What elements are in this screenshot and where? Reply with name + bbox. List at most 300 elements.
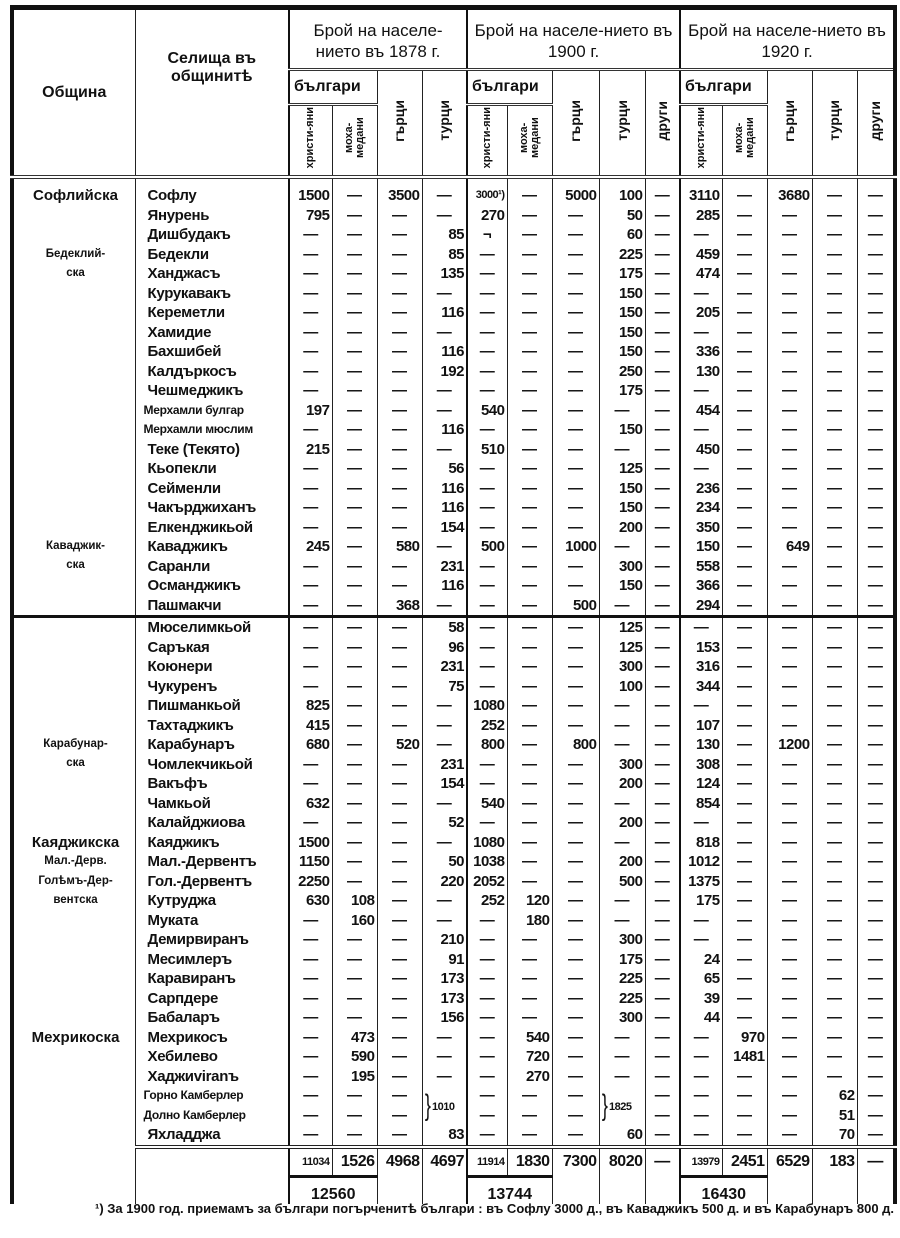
cell-christians-1920: 344	[680, 677, 722, 697]
cell-muslims-1900: —	[507, 440, 552, 460]
cell-christians-1900: —	[467, 264, 507, 284]
spacer-cell	[422, 177, 467, 186]
cell-christians-1878: —	[289, 657, 332, 677]
cell-christians-1900: —	[467, 1047, 507, 1067]
cell-christians-1920: 150	[680, 537, 722, 557]
cell-muslims-1920: —	[722, 362, 767, 382]
cell-christians-1920: 24	[680, 950, 722, 970]
cell-turks-1878: 56	[422, 459, 467, 479]
cell-turks-1900: 225	[599, 969, 645, 989]
cell-christians-1900: —	[467, 323, 507, 343]
cell-muslims-1920: —	[722, 774, 767, 794]
cell-christians-1878: —	[289, 342, 332, 362]
commune-cell	[12, 1086, 135, 1106]
header-christians-1878: христи-яни	[289, 105, 332, 178]
village-name: Ханджасъ	[135, 264, 289, 284]
commune-cell	[12, 596, 135, 617]
cell-greeks-1900: —	[552, 617, 599, 638]
cell-turks-1900: —	[599, 596, 645, 617]
cell-turks-1900: 200	[599, 774, 645, 794]
cell-christians-1878: —	[289, 557, 332, 577]
cell-greeks-1878: —	[377, 969, 422, 989]
table-row	[12, 891, 895, 911]
cell-others-1920: —	[857, 186, 895, 206]
cell-muslims-1878: —	[332, 381, 377, 401]
cell-turks-1920: —	[812, 891, 857, 911]
cell-muslims-1900: —	[507, 596, 552, 617]
cell-greeks-1878: 580	[377, 537, 422, 557]
cell-turks-1900: 150	[599, 342, 645, 362]
cell-greeks-1920: —	[767, 677, 812, 697]
cell-christians-1878: —	[289, 1028, 332, 1048]
village-name: Саръкая	[135, 638, 289, 658]
cell-others-1920: —	[857, 1086, 895, 1106]
cell-christians-1920: 285	[680, 206, 722, 226]
cell-muslims-1878: —	[332, 1106, 377, 1126]
cell-greeks-1878: —	[377, 677, 422, 697]
cell-others-1920: —	[857, 420, 895, 440]
cell-muslims-1920: —	[722, 498, 767, 518]
spacer-cell	[332, 177, 377, 186]
village-name: Бедекли	[135, 245, 289, 265]
cell-greeks-1920: —	[767, 1047, 812, 1067]
cell-greeks-1900: —	[552, 440, 599, 460]
cell-greeks-1900: —	[552, 342, 599, 362]
cell-turks-1920: —	[812, 735, 857, 755]
cell-christians-1878: —	[289, 911, 332, 931]
cell-muslims-1900: —	[507, 638, 552, 658]
cell-muslims-1878: —	[332, 284, 377, 304]
cell-turks-1920: —	[812, 930, 857, 950]
cell-greeks-1900: —	[552, 950, 599, 970]
cell-turks-1920: —	[812, 969, 857, 989]
cell-turks-1920: —	[812, 1047, 857, 1067]
village-name: Мерхамли булгар	[135, 401, 289, 421]
cell-christians-1878: —	[289, 518, 332, 538]
cell-christians-1878: —	[289, 969, 332, 989]
cell-greeks-1920: —	[767, 617, 812, 638]
table-row	[12, 774, 895, 794]
cell-muslims-1900: —	[507, 284, 552, 304]
cell-muslims-1878: —	[332, 303, 377, 323]
cell-muslims-1878: —	[332, 1125, 377, 1147]
cell-christians-1920: 1375	[680, 872, 722, 892]
cell-greeks-1900: 5000	[552, 186, 599, 206]
cell-christians-1900: —	[467, 638, 507, 658]
cell-muslims-1878: —	[332, 440, 377, 460]
cell-christians-1900: —	[467, 479, 507, 499]
village-name: Яхладджа	[135, 1125, 289, 1147]
cell-greeks-1920: —	[767, 381, 812, 401]
cell-christians-1920: —	[680, 911, 722, 931]
cell-muslims-1878: —	[332, 362, 377, 382]
cell-muslims-1900: —	[507, 774, 552, 794]
table-row	[12, 479, 895, 499]
cell-others-1900: —	[645, 657, 680, 677]
cell-muslims-1920: —	[722, 833, 767, 853]
cell-muslims-1878: —	[332, 755, 377, 775]
cell-greeks-1920: —	[767, 576, 812, 596]
cell-muslims-1900: —	[507, 617, 552, 638]
cell-others-1900: —	[645, 479, 680, 499]
cell-turks-1900: 150	[599, 576, 645, 596]
cell-muslims-1900: —	[507, 362, 552, 382]
cell-christians-1878: —	[289, 617, 332, 638]
cell-others-1900: —	[645, 774, 680, 794]
commune-cell	[12, 245, 135, 279]
header-bulgarians-1878: българи	[289, 70, 377, 105]
header-turks-1920: турци	[812, 70, 857, 178]
cell-christians-1878: —	[289, 284, 332, 304]
cell-turks-1900: 150	[599, 284, 645, 304]
cell-muslims-1920: —	[722, 245, 767, 265]
cell-christians-1878: —	[289, 989, 332, 1009]
cell-turks-1878: 231	[422, 755, 467, 775]
cell-christians-1878: —	[289, 245, 332, 265]
cell-turks-1878: —	[422, 323, 467, 343]
cell-greeks-1900: —	[552, 774, 599, 794]
cell-muslims-1920: —	[722, 1125, 767, 1147]
table-row	[12, 1047, 895, 1067]
cell-turks-1878: 231	[422, 657, 467, 677]
village-name: Каяджикъ	[135, 833, 289, 853]
cell-greeks-1878: —	[377, 1125, 422, 1147]
cell-others-1920: —	[857, 479, 895, 499]
header-others-1920: други	[857, 70, 895, 178]
cell-christians-1878: —	[289, 1086, 332, 1106]
cell-muslims-1920: —	[722, 657, 767, 677]
cell-christians-1900: 1080	[467, 833, 507, 853]
cell-muslims-1900: —	[507, 1106, 552, 1126]
cell-greeks-1900: —	[552, 264, 599, 284]
cell-greeks-1900: —	[552, 833, 599, 853]
table-row	[12, 1028, 895, 1048]
header-commune: Община	[12, 8, 135, 178]
cell-greeks-1920: —	[767, 225, 812, 245]
cell-muslims-1920: —	[722, 794, 767, 814]
cell-greeks-1900: —	[552, 930, 599, 950]
commune-cell	[12, 1028, 135, 1048]
cell-turks-1900: 175	[599, 381, 645, 401]
cell-others-1920: —	[857, 989, 895, 1009]
cell-greeks-1900: —	[552, 420, 599, 440]
cell-muslims-1900: —	[507, 479, 552, 499]
cell-muslims-1900: —	[507, 657, 552, 677]
table-row	[12, 735, 895, 755]
cell-greeks-1920: —	[767, 696, 812, 716]
cell-others-1900: —	[645, 1028, 680, 1048]
table-row	[12, 206, 895, 226]
cell-turks-1900: 125	[599, 638, 645, 658]
village-name: Саранли	[135, 557, 289, 577]
cell-others-1920: —	[857, 638, 895, 658]
commune-cell	[12, 381, 135, 401]
cell-turks-1920: —	[812, 537, 857, 557]
cell-turks-1900: 60	[599, 1125, 645, 1147]
cell-greeks-1900: —	[552, 813, 599, 833]
commune-cell	[12, 969, 135, 989]
cell-muslims-1920: —	[722, 969, 767, 989]
cell-greeks-1900: —	[552, 969, 599, 989]
cell-turks-1878: —	[422, 1047, 467, 1067]
cell-christians-1920: —	[680, 284, 722, 304]
cell-greeks-1878: —	[377, 989, 422, 1009]
cell-turks-1878: 154	[422, 774, 467, 794]
cell-others-1920: —	[857, 401, 895, 421]
commune-cell	[12, 459, 135, 479]
cell-greeks-1878: —	[377, 264, 422, 284]
cell-christians-1900: 500	[467, 537, 507, 557]
cell-christians-1900: 510	[467, 440, 507, 460]
cell-turks-1900: 300	[599, 1008, 645, 1028]
cell-christians-1900: —	[467, 813, 507, 833]
cell-turks-1878: 116	[422, 342, 467, 362]
cell-turks-1900: —	[599, 1047, 645, 1067]
village-name: Софлу	[135, 186, 289, 206]
cell-muslims-1900: —	[507, 969, 552, 989]
cell-greeks-1920: —	[767, 420, 812, 440]
bulgarian-subtotal: 16430	[680, 1176, 767, 1204]
village-name: Теке (Текято)	[135, 440, 289, 460]
cell-greeks-1920: —	[767, 264, 812, 284]
commune-name: Голѣмъ-Дер- вентска	[38, 874, 113, 906]
cell-muslims-1900: —	[507, 735, 552, 755]
cell-muslims-1920: 1481	[722, 1047, 767, 1067]
cell-christians-1920: 558	[680, 557, 722, 577]
cell-muslims-1878: 195	[332, 1067, 377, 1087]
cell-muslims-1900: —	[507, 206, 552, 226]
cell-greeks-1900: —	[552, 1106, 599, 1126]
cell-turks-1920: —	[812, 1067, 857, 1087]
cell-others-1900: —	[645, 794, 680, 814]
cell-christians-1878: 245	[289, 537, 332, 557]
cell-greeks-1878: —	[377, 1028, 422, 1048]
cell-greeks-1900: —	[552, 303, 599, 323]
cell-greeks-1900: —	[552, 677, 599, 697]
cell-muslims-1878: —	[332, 735, 377, 755]
cell-greeks-1878: —	[377, 420, 422, 440]
commune-cell	[12, 833, 135, 853]
header-muslims-1920: моха-медани	[722, 105, 767, 178]
cell-greeks-1900: 500	[552, 596, 599, 617]
cell-others-1900: —	[645, 284, 680, 304]
cell-greeks-1878: —	[377, 479, 422, 499]
cell-muslims-1878: 108	[332, 891, 377, 911]
cell-greeks-1900: —	[552, 1028, 599, 1048]
cell-turks-1878: 83	[422, 1125, 467, 1147]
cell-muslims-1920: —	[722, 440, 767, 460]
table-row	[12, 537, 895, 557]
cell-greeks-1920: —	[767, 833, 812, 853]
cell-turks-1920: —	[812, 479, 857, 499]
cell-turks-1900: 200	[599, 518, 645, 538]
cell-greeks-1920: —	[767, 1106, 812, 1126]
cell-greeks-1900: —	[552, 362, 599, 382]
cell-turks-1878: —	[422, 735, 467, 755]
cell-greeks-1900: —	[552, 638, 599, 658]
commune-cell	[12, 498, 135, 518]
cell-turks-1900: 225	[599, 245, 645, 265]
cell-greeks-1878: —	[377, 557, 422, 577]
cell-christians-1900: —	[467, 576, 507, 596]
table-row	[12, 794, 895, 814]
cell-greeks-1920: —	[767, 813, 812, 833]
cell-greeks-1878: —	[377, 1008, 422, 1028]
commune-cell	[12, 617, 135, 638]
cell-greeks-1920: —	[767, 1028, 812, 1048]
cell-turks-1900: 100	[599, 677, 645, 697]
cell-others-1920: —	[857, 264, 895, 284]
cell-christians-1900: —	[467, 518, 507, 538]
cell-christians-1900: —	[467, 774, 507, 794]
cell-christians-1878: —	[289, 1047, 332, 1067]
cell-greeks-1920: —	[767, 401, 812, 421]
cell-others-1920: —	[857, 245, 895, 265]
table-row	[12, 1125, 895, 1147]
cell-turks-1900: 150	[599, 498, 645, 518]
cell-christians-1878: —	[289, 381, 332, 401]
cell-christians-1878: 2250	[289, 872, 332, 892]
cell-christians-1878: 1150	[289, 852, 332, 872]
cell-greeks-1900: —	[552, 459, 599, 479]
cell-christians-1900: —	[467, 930, 507, 950]
spacer-cell	[12, 177, 135, 186]
cell-muslims-1920: —	[722, 677, 767, 697]
cell-christians-1900: —	[467, 459, 507, 479]
cell-turks-1900: —	[599, 1067, 645, 1087]
cell-greeks-1920: —	[767, 557, 812, 577]
cell-turks-1878: 154	[422, 518, 467, 538]
total-muslims-1878: 1526	[332, 1147, 377, 1177]
cell-greeks-1920: —	[767, 1067, 812, 1087]
cell-muslims-1878: —	[332, 617, 377, 638]
village-name: Вакъфъ	[135, 774, 289, 794]
header-bulgarians-1920: българи	[680, 70, 767, 105]
cell-christians-1878: —	[289, 1106, 332, 1126]
cell-muslims-1900: —	[507, 1125, 552, 1147]
cell-turks-1900: 150	[599, 479, 645, 499]
cell-christians-1900: —	[467, 677, 507, 697]
cell-muslims-1900: —	[507, 950, 552, 970]
commune-cell	[12, 774, 135, 794]
cell-muslims-1878: —	[332, 969, 377, 989]
cell-others-1900: —	[645, 969, 680, 989]
cell-christians-1878: —	[289, 225, 332, 245]
cell-christians-1900: —	[467, 755, 507, 775]
cell-muslims-1878: —	[332, 872, 377, 892]
cell-muslims-1900: —	[507, 794, 552, 814]
cell-others-1920: —	[857, 323, 895, 343]
spacer-cell	[767, 177, 812, 186]
spacer-cell	[377, 177, 422, 186]
cell-greeks-1878: —	[377, 303, 422, 323]
cell-christians-1900: 252	[467, 891, 507, 911]
commune-cell	[12, 950, 135, 970]
cell-turks-1878: 173	[422, 969, 467, 989]
cell-others-1920: —	[857, 1047, 895, 1067]
cell-muslims-1878: —	[332, 930, 377, 950]
cell-greeks-1920: —	[767, 459, 812, 479]
cell-turks-1900: 300	[599, 755, 645, 775]
cell-others-1900: —	[645, 245, 680, 265]
cell-muslims-1900: —	[507, 264, 552, 284]
cell-muslims-1900: —	[507, 498, 552, 518]
cell-muslims-1920: —	[722, 323, 767, 343]
village-name: Коюнери	[135, 657, 289, 677]
cell-turks-1878: —	[422, 440, 467, 460]
cell-others-1900: —	[645, 930, 680, 950]
cell-christians-1920: —	[680, 696, 722, 716]
cell-turks-1878: —	[422, 401, 467, 421]
cell-muslims-1920: —	[722, 401, 767, 421]
cell-others-1920: —	[857, 950, 895, 970]
cell-christians-1878: —	[289, 755, 332, 775]
cell-turks-1878: 173	[422, 989, 467, 1009]
village-name: Каваджикъ	[135, 537, 289, 557]
cell-muslims-1878: —	[332, 852, 377, 872]
cell-christians-1920: 450	[680, 440, 722, 460]
cell-muslims-1900: —	[507, 225, 552, 245]
cell-greeks-1878: —	[377, 245, 422, 265]
cell-others-1920: —	[857, 794, 895, 814]
table-row	[12, 911, 895, 931]
header-greeks-1900: гърци	[552, 70, 599, 178]
cell-christians-1900: 252	[467, 716, 507, 736]
cell-christians-1920: 316	[680, 657, 722, 677]
spacer-cell	[599, 177, 645, 186]
cell-greeks-1900: —	[552, 852, 599, 872]
village-name: Чомлекчикьой	[135, 755, 289, 775]
header-bulgarians-1900: българи	[467, 70, 552, 105]
cell-turks-1920: —	[812, 833, 857, 853]
cell-greeks-1900: —	[552, 518, 599, 538]
cell-turks-1920: —	[812, 1008, 857, 1028]
table-row	[12, 225, 895, 245]
cell-christians-1900: —	[467, 1086, 507, 1106]
cell-greeks-1878: —	[377, 284, 422, 304]
cell-turks-1878: 58	[422, 617, 467, 638]
cell-greeks-1900: —	[552, 557, 599, 577]
cell-muslims-1878: —	[332, 206, 377, 226]
cell-turks-1900: 125	[599, 617, 645, 638]
cell-christians-1920: 39	[680, 989, 722, 1009]
cell-christians-1878: —	[289, 596, 332, 617]
commune-name: Каваджик- ска	[46, 540, 105, 571]
cell-muslims-1920: —	[722, 557, 767, 577]
commune-cell	[12, 1067, 135, 1087]
table-row	[12, 638, 895, 658]
cell-christians-1878: 1500	[289, 833, 332, 853]
cell-others-1900: —	[645, 677, 680, 697]
cell-others-1900: —	[645, 323, 680, 343]
header-greeks-1878: гърци	[377, 70, 422, 178]
cell-christians-1900: —	[467, 1067, 507, 1087]
cell-muslims-1878: —	[332, 1086, 377, 1106]
cell-greeks-1920: —	[767, 872, 812, 892]
cell-turks-1920: —	[812, 989, 857, 1009]
table-row	[12, 518, 895, 538]
cell-christians-1900: —	[467, 245, 507, 265]
table-body	[12, 177, 895, 1204]
cell-turks-1878: —	[422, 716, 467, 736]
cell-others-1900: —	[645, 696, 680, 716]
table-row	[12, 596, 895, 617]
table-row	[12, 950, 895, 970]
commune-cell	[12, 911, 135, 931]
cell-others-1900: —	[645, 1047, 680, 1067]
cell-muslims-1878: —	[332, 518, 377, 538]
cell-christians-1920: 175	[680, 891, 722, 911]
